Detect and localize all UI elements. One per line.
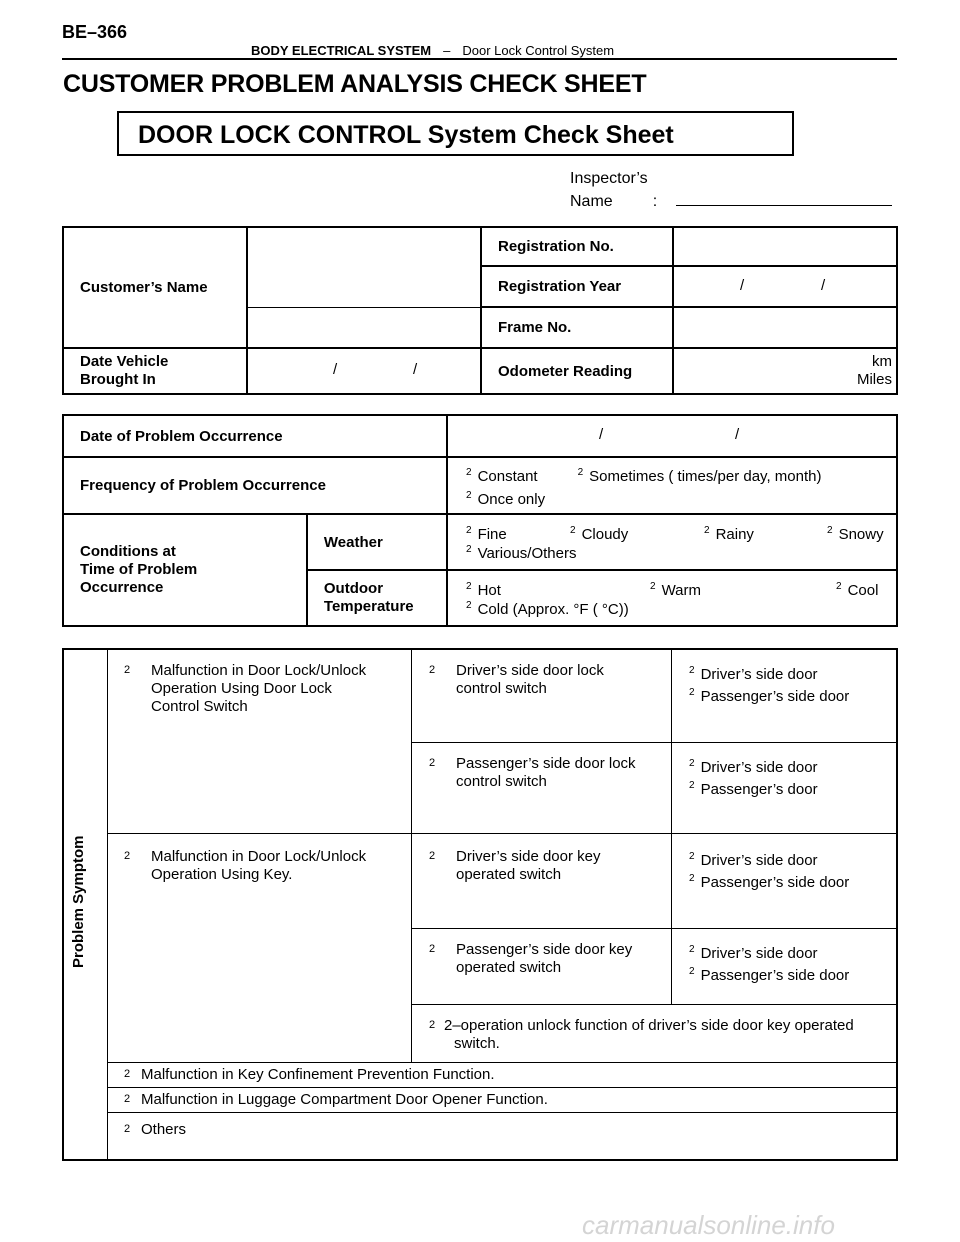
inspector-label-line2: Name : (570, 193, 658, 210)
key-confinement-malfunction: Malfunction in Key Confinement Prevention Function. (141, 1066, 495, 1083)
odometer-label: Odometer Reading (481, 348, 673, 394)
symptom-row-rule-4 (411, 1004, 897, 1005)
s4-driver-door[interactable]: Driver’s side door (700, 945, 818, 962)
problem-occurrence-table (62, 414, 898, 627)
page-title: CUSTOMER PROBLEM ANALYSIS CHECK SHEET (63, 70, 647, 98)
registration-no-label: Registration No. (481, 227, 673, 266)
s1-checkbox[interactable]: 2 (429, 664, 436, 676)
date-of-problem-label: Date of Problem Occurrence (63, 415, 447, 457)
inspector-name-field[interactable] (676, 205, 892, 206)
date-brought-in-label: Date Vehicle Brought In (63, 348, 247, 394)
two-op-checkbox[interactable]: 2 (429, 1019, 436, 1031)
watermark: carmanualsonline.info (582, 1210, 835, 1240)
weather-snowy[interactable]: Snowy (838, 526, 884, 543)
section-heading (251, 43, 614, 58)
s2-door-options: $^2$ Driver’s side door $^2$ Passenger’s door (689, 758, 818, 798)
s4-checkbox[interactable]: 2 (429, 943, 436, 955)
boxed-title (117, 111, 794, 156)
others-checkbox[interactable]: 2 (124, 1123, 131, 1135)
registration-year-label: Registration Year (481, 266, 673, 307)
km-unit: km (872, 353, 892, 370)
header-rule (62, 58, 897, 60)
odometer-field[interactable] (673, 348, 897, 394)
problem-symptom-label: Problem Symptom (70, 835, 87, 968)
temperature-options: $^2$ Hot $^2$ Warm $^2$ Cool $^2$ Cold (Approx. °F ( °C)) (447, 570, 897, 626)
date-brought-in-field[interactable]: / / (247, 348, 481, 394)
weather-various[interactable]: Various/Others (477, 545, 577, 562)
outdoor-temperature-label: Outdoor Temperature (307, 570, 447, 626)
temp-cold[interactable]: Cold (Approx. °F ( °C)) (477, 601, 629, 618)
conditions-label: Conditions at Time of Problem Occurrence (63, 514, 307, 626)
symptom-col-divider-1 (411, 648, 412, 1062)
weather-rainy[interactable]: Rainy (715, 526, 754, 543)
weather-fine[interactable]: Fine (477, 526, 507, 543)
customers-name-label: Customer’s Name (63, 227, 247, 348)
frequency-once-only[interactable]: Once only (477, 490, 546, 508)
inspector-label-line1: Inspector’s (570, 170, 648, 187)
luggage-checkbox[interactable]: 2 (124, 1093, 131, 1105)
frame-no-label: Frame No. (481, 307, 673, 348)
symptom-row-rule-1 (411, 742, 897, 743)
symptom-row-rule-7 (107, 1112, 897, 1113)
driver-lock-switch: Driver’s side door lock control switch (456, 662, 604, 697)
s1-driver-door[interactable]: Driver’s side door (700, 666, 818, 683)
malfunction-key-operation: Malfunction in Door Lock/Unlock Operation Using Key. (151, 848, 367, 883)
miles-unit: Miles (856, 371, 892, 388)
malfunction-door-lock-switch: Malfunction in Door Lock/Unlock Operation Using Door Lock Control Switch (151, 662, 367, 715)
s3-driver-door[interactable]: Driver’s side door (700, 852, 818, 869)
weather-cloudy[interactable]: Cloudy (581, 526, 629, 543)
passenger-key-switch: Passenger’s side door key operated switch (456, 941, 633, 976)
symptom-row-rule-2 (107, 833, 897, 834)
customers-name-field[interactable] (247, 227, 481, 307)
s3-door-options: $^2$ Driver’s side door $^2$ Passenger’s side door (689, 851, 850, 891)
two-operation-unlock: 2–operation unlock function of driver’s side door key operated switch. (444, 1017, 854, 1052)
m2-checkbox[interactable]: 2 (124, 850, 131, 862)
passenger-lock-switch: Passenger’s side door lock control switch (456, 755, 636, 790)
symptom-row-rule-6 (107, 1087, 897, 1088)
date-of-problem-field[interactable]: / / (447, 415, 897, 457)
s3-checkbox[interactable]: 2 (429, 850, 436, 862)
others-option: Others (141, 1121, 187, 1138)
symptom-row-rule-3 (411, 928, 897, 929)
s4-door-options: $^2$ Driver’s side door $^2$ Passenger’s side door (689, 944, 850, 984)
subsection-title: Door Lock Control System (462, 43, 615, 58)
luggage-opener-malfunction: Malfunction in Luggage Compartment Door Opener Function. (141, 1091, 548, 1108)
s1-passenger-door[interactable]: Passenger’s side door (700, 688, 850, 705)
weather-label: Weather (307, 514, 447, 570)
frequency-label: Frequency of Problem Occurrence (63, 457, 447, 514)
section-title: BODY ELECTRICAL SYSTEM (251, 43, 432, 58)
customers-name-field-2[interactable] (247, 307, 481, 348)
boxed-title-text: DOOR LOCK CONTROL System Check Sheet (138, 121, 674, 149)
section-separator: – (443, 43, 451, 58)
s3-passenger-door[interactable]: Passenger’s side door (700, 874, 850, 891)
registration-no-field[interactable] (673, 227, 897, 266)
temp-cool[interactable]: Cool (847, 582, 879, 599)
symptom-row-rule-5 (107, 1062, 897, 1063)
s2-passenger-door[interactable]: Passenger’s door (700, 781, 818, 798)
symptom-col-divider-2 (671, 648, 672, 1004)
temp-warm[interactable]: Warm (661, 582, 701, 599)
inspector-name (570, 167, 657, 213)
key-confinement-checkbox[interactable]: 2 (124, 1068, 131, 1080)
registration-year-field[interactable]: / / (673, 266, 897, 307)
weather-options: $^2$ Fine $^2$ Cloudy $^2$ Rainy $^2$ Snowy $^2$ Various/Others (447, 514, 897, 570)
s1-door-options: $^2$ Driver’s side door $^2$ Passenger’s side door (689, 665, 850, 705)
problem-symptom-box (62, 648, 898, 1161)
frequency-sometimes[interactable]: Sometimes ( times/per day, month) (589, 467, 822, 485)
frame-no-field[interactable] (673, 307, 897, 348)
s4-passenger-door[interactable]: Passenger’s side door (700, 967, 850, 984)
frequency-constant[interactable]: Constant (477, 467, 538, 485)
s2-driver-door[interactable]: Driver’s side door (700, 759, 818, 776)
driver-key-switch: Driver’s side door key operated switch (456, 848, 601, 883)
symptom-label-divider (107, 648, 108, 1161)
page-number: BE–366 (62, 22, 128, 42)
customer-info-table (62, 226, 898, 395)
temp-hot[interactable]: Hot (477, 582, 501, 599)
m1-checkbox[interactable]: 2 (124, 664, 131, 676)
frequency-options: $^2$ Constant $^2$ Sometimes ( times/per day, month) $^2$ Once only (447, 457, 897, 514)
s2-checkbox[interactable]: 2 (429, 757, 436, 769)
